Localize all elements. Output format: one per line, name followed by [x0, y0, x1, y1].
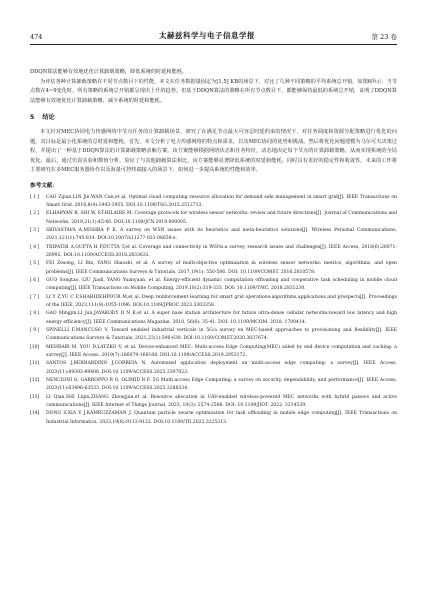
- reference-text: NENCIONI G, GARROPPO R G, OLIMID R F. 5G Multi-access Edge Computing: a survey on security, dependability, and performance[J]. IEEE Access, 2023(11):63496-63533. DOI:10.1109/ACCESS.2023.3288334.: [46, 378, 397, 392]
- page-number: 474: [30, 33, 43, 41]
- reference-text: GUO Songtao, LIU Jiadi, YANG Yuanyuan, et al. Energy-efficient dynamic computation offloading and cooperative task scheduling in mobile cloud computing[J]. IEEE Transactions on Mobile Computing, 2019,18(2):319-333. DOI: 10.1109/TMC. 2018.2831230.: [46, 277, 397, 292]
- volume-label: 第 23 卷: [371, 33, 397, 41]
- reference-text: MEHRABI M, YOU D,LATZKO V, et al. Device-enhanced MEC: Multi-access Edge Computing(MEC) aided by end device computation and caching: a survey[J]. IEEE Access, 2019(7):166079-166108. DOI:10.1109/ACCESS.2019.2953172.: [46, 344, 397, 359]
- reference-index: [ 6 ]: [30, 277, 40, 283]
- reference-text: SRIVASTAVA A,MISHRA P K. A survey on WSN issues with its heuristics and meta-heuristics solutions[J]. Wireless Personal Communications, 2021,121(1):745-814. DOI:10.1007/s11277-021-08659-x.: [46, 227, 397, 242]
- reference-text: SPINELLI F,MANCUSO V. Toward enabled industrial verticals in 5G:a survey on MEC-based approaches to provisioning and flexibility[J]. IEEE Communications Surveys & Tutorials, 2021,23(1):596-630. DOI:10.1109/COMST.2020.3037674.: [46, 328, 397, 342]
- section-heading: [30, 113, 397, 123]
- reference-index: [11]: [30, 361, 40, 367]
- reference-item: [30, 227, 397, 244]
- body-paragraph: DDQN算法能够有效地优化计算卸载策略，降低系统的时延和能耗。: [30, 69, 188, 75]
- reference-item: [30, 310, 397, 327]
- header-rule: [30, 44, 397, 45]
- reference-text: CAO Zijian,LIN Jin,WAN Can,et al. Optimal cloud computing resource allocation for demand side management in smart grid[J]. IEEE Transactions on Smart Grid, 2016,8(4):1943-1955. DOI:10.1109/TSG.2015.2512712.: [46, 194, 397, 208]
- reference-text: SANTOS J,BERNARDINO J,CORREIA N. Automated application deployment on multi-access edge computing: a survey[J]. IEEE Access, 2023(11):89393-89408. DOI:10.1109/ACCESS.2023.3307023.: [46, 361, 397, 375]
- reference-item: [30, 377, 397, 394]
- article-body: [30, 68, 397, 427]
- reference-text: TRIPATHI A,GUPTA H P,DUTTA T,et al. Coverage and connectivity in WSNs:a survey, research issues and challenges[J]. IEEE Access, 2018(6):26971-26992. DOI:10.1109/ACCESS.2018.2833632.: [46, 244, 397, 258]
- reference-item: [30, 194, 397, 211]
- section-title: 结论: [42, 114, 55, 122]
- reference-item: [30, 210, 397, 227]
- section-number: 5: [30, 114, 35, 122]
- reference-index: [ 5 ]: [30, 261, 40, 267]
- reference-item: [30, 244, 397, 261]
- reference-index: [12]: [30, 378, 40, 384]
- body-paragraph: 为评估各种计算卸载策略在不同节点数目下的性能，本文在任务数据量固定为[1,5] KB的场景下，对比了几种不同策略的平均系统总开销。如图6所示，当节点数在4~9变化时，所有策略的系统总开销都呈现出上升的趋势。但基于DDQN算法的策略在所有节点数目下，都能够保持最低的系统总开销，证明了DDQN算法能够有效地优化计算卸载策略，减少系统的时延和能耗。: [30, 78, 397, 104]
- reference-index: [ 3 ]: [30, 227, 40, 233]
- reference-index: [ 2 ]: [30, 211, 40, 217]
- references-heading: 参考文献：: [30, 182, 58, 189]
- reference-index: [13]: [30, 394, 40, 400]
- reference-index: [ 1 ]: [30, 194, 40, 200]
- reference-item: [30, 344, 397, 361]
- reference-item: [30, 410, 397, 427]
- reference-index: [ 4 ]: [30, 244, 40, 250]
- reference-item: [30, 394, 397, 411]
- reference-list: [30, 194, 397, 428]
- reference-index: [ 9 ]: [30, 328, 40, 334]
- reference-text: LI Y Z,YU C F,SHAHIDEHPOUR M,et al. Deep reinforcement learning for smart grid operations:algorithms,applications,and prospects[J]. Proceedings of the IEEE, 2023,111(9):1055-1096. DOI:10.1109/JPROC.2023.3303358.: [46, 294, 397, 308]
- reference-item: [30, 294, 397, 311]
- running-header: [30, 27, 397, 41]
- reference-item: [30, 260, 397, 277]
- reference-index: [ 7 ]: [30, 294, 40, 300]
- reference-text: LI Qian,SHI Liqin,ZHANG Zhongjun,et al. Resource allocation in UAV-enabled wireless-powered MEC networks with hybrid passive and active communications[J]. IEEE Internet of Things Journal, 2023, 10(3): 2574-2588. DOI: 10.1109/JIOT. 2022. 3214539.: [46, 394, 397, 409]
- conclusion-paragraph: 本文针对MEC协同电力传感网络中节点任务的计算卸载场景，研究了在满足节点最大可容忍时延约束的情况下，对任务调度和资源分配策略进行优化的问题，其目标是最小化系统的总时延和能耗。首先，本文分析了电力传感网络的特点和需求，以及MEC协同的优势和挑战。然后将优化问题建模为马尔可夫决策过程，并提出了一种基于DDQN算法的计算卸载策略求解方案。该方案能够根据网络状态和任务特征，动态地决定每个节点的计算卸载策略，从而实现系统的全局优化。最后，通过仿真实验和数值分析，验证了与其他卸载算法相比，该方案能够显著降低系统的时延和能耗，同时具有更好的稳定性和收敛性。未来的工作将主要研究在多MEC服务器协作以及海量可控终端接入的场景下，如何进一步提高系统的性能和效率。: [30, 128, 397, 174]
- journal-title: 太赫兹科学与电子信息学报: [159, 31, 255, 40]
- reference-index: [ 8 ]: [30, 311, 40, 317]
- reference-index: [10]: [30, 344, 40, 350]
- reference-index: [14]: [30, 411, 40, 417]
- reference-text: GAO Mingjin,LI Jun,JAYAKODY D N K,et al. A super base station architecture for future ultra-dense cellular networks:toward low latency and high energy efficiency[J]. IEEE Communications Magazine, 2018, 56(6): 35-41. DOI: 10.1109/MCOM. 2018. 1700414.: [46, 311, 397, 325]
- reference-item: [30, 360, 397, 377]
- reference-text: FEI Zesong, LI Bin, YANG Shaoshi, et al. A survey of multi-objective optimization in wireless sensor networks: metrics, algorithms, and open problems[J]. IEEE Communications Surveys & Tutorials, 2017,19(1): 550-586. DOI: 10.1109/COMST. 2016.2610578.: [46, 261, 397, 275]
- reference-text: DONG S,XIA Y J,KAMRUZZAMAN J. Quantum particle swarm optimization for task offloading in mobile edge computing[J]. IEEE Transactions on Industrial Informatics, 2023,19(8):9113-9122. DOI:10.1109/TII.2022.3225313.: [46, 411, 397, 425]
- reference-text: ELHABYAN R, SHI W, ST-HILAIRE M. Coverage protocols for wireless sensor networks: review and future directions[J]. Journal of Communications and Networks, 2019,21(1):45-60. DOI:10.1109/JCN.2019.000005.: [46, 211, 397, 225]
- reference-item: [30, 327, 397, 344]
- reference-item: [30, 277, 397, 294]
